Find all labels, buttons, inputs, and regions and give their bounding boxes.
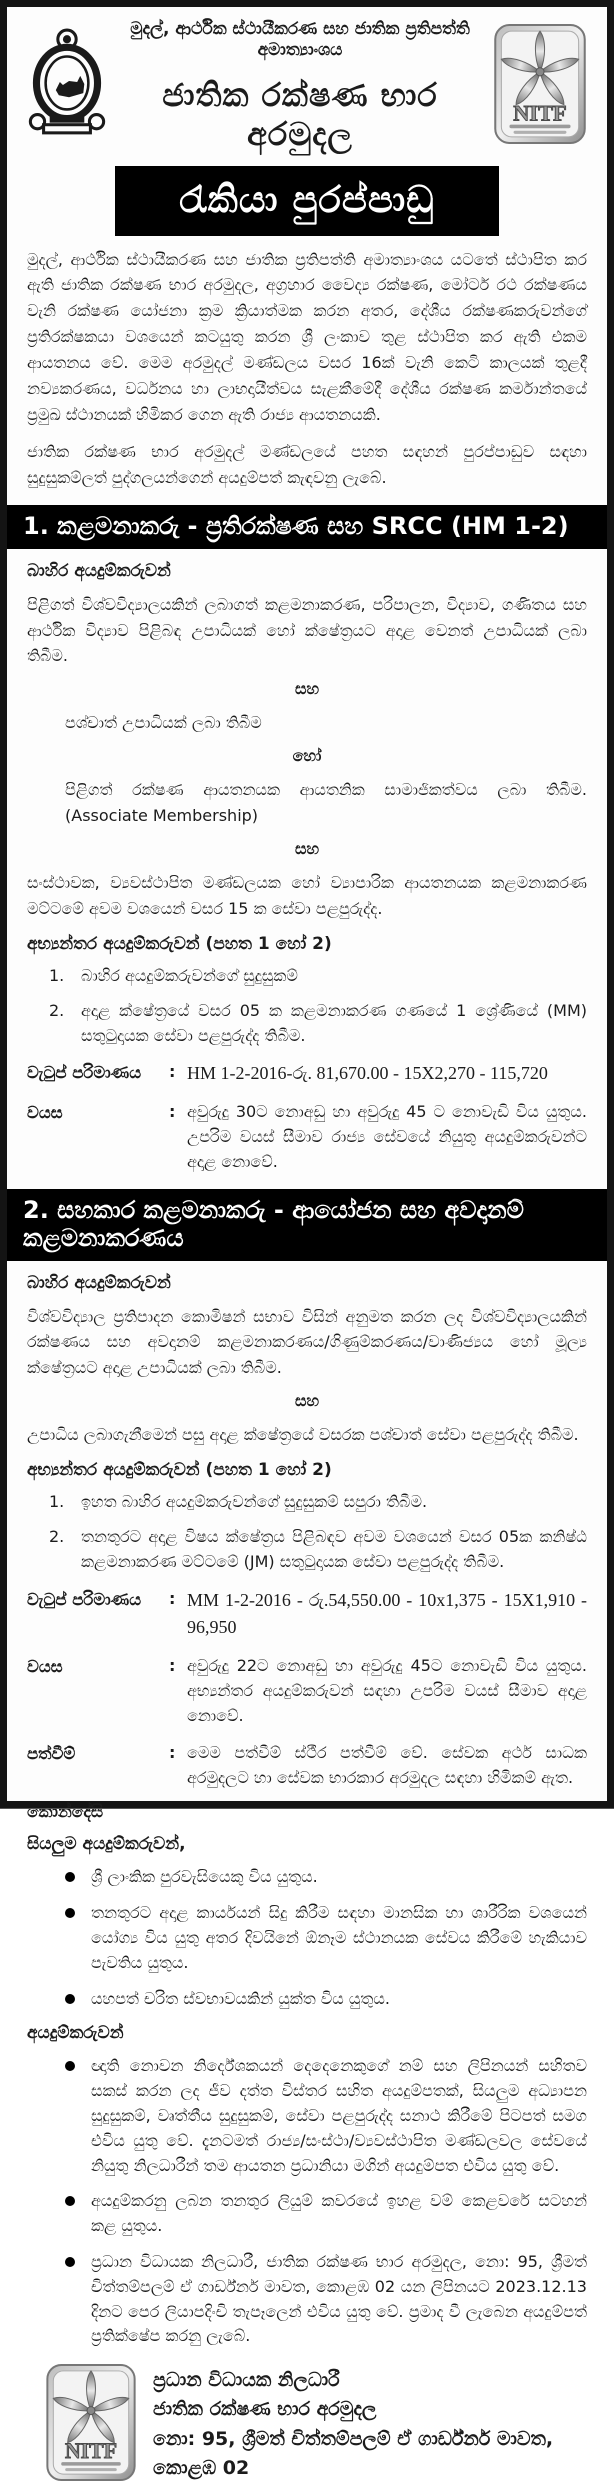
list-item: [49, 1525, 587, 1575]
vacancy1-postgrad-requirement: පශ්චාත් උපාධියක් ලබා තිබීම: [65, 713, 262, 733]
conditions-heading: කොන්දේසි: [27, 1802, 104, 1823]
list-text: තනතුරට අදාළ විෂය ක්ෂේත්‍රය පිළිබඳව අවම වශයෙන් වසර 05ක කනිෂ්ඨ කළමනාකරණ මට්ටමේ (JM) සතුටුදායක සේවා පළපුරුද්ද තිබීම.: [81, 1527, 587, 1571]
list-number: 2.: [49, 1000, 65, 1020]
vacancy1-degree-requirement: පිළිගත් විශ්වවිද්‍යාලයකින් ලබාගත් කළමනාකරණ, පරිපාලන, විද්‍යාව, ගණිතය සහ ආර්ථික විද්‍යාව පිළිබඳ උපාධියක් හෝ ක්ෂේත්‍රයට අදාළ වෙනත් උපාධියක් ලබා තිබීම.: [27, 594, 587, 666]
bullet-icon: [65, 1908, 75, 1918]
address-line: නො: 95, ශ්‍රීමත් චිත්තම්පලම් ඒ ගාර්ඩ්නර් මාවත,: [153, 2427, 554, 2450]
bullet-text: ශ්‍රී ලාංකික පුරවැසියෙකු විය යුතුය.: [91, 1867, 318, 1887]
vacancy2-degree-requirement: විශ්වවිද්‍යාල ප්‍රතිපාදන කොමිෂන් සභාව විසින් අනුමත කරන ලද විශ්වවිද්‍යාලයකින් රක්ෂණය සහ අවදානම් කළමනාකරණය/ගිණුම්කරණය/වාණිජ්‍යය හෝ මූල්‍ය ක්ෂේත්‍රයට අදාළ උපාධියක් ලබා තිබීම.: [27, 1306, 587, 1378]
applicant-bullet: [65, 2189, 587, 2239]
bullet-text: ඥාති නොවන නිර්දේශකයන් දෙදෙනෙකුගේ නම් සහ ලිපිනයන් සහිතව සකස් කරන ලද ජීව දත්ත විස්තර සහිත අයදුම්පතක්, සියලුම අධ්‍යාපන සුදුසුකම්, වෘත්තීය සුදුසුකම්, සේවා පළපුරුද්ද සනාථ කිරීමේ පිටපත් සමග එවිය යුතු වේ. දැනටමත් රාජ්‍ය/සංස්ථා/ව්‍යවස්ථාපිත මණ්ඩලවල සේවයේ නියුතු නිලධාරීන් තම ආයතන ප්‍රධානියා මගින් අයදුම්පත එවිය යුතු වේ.: [91, 2056, 587, 2175]
applicant-bullet: [65, 2250, 587, 2349]
address-line: ජාතික රක්ෂණ භාර අරමුදල: [153, 2398, 377, 2421]
list-number: 2.: [49, 1527, 65, 1546]
bullet-icon: [65, 2196, 75, 2206]
nitf-logo-icon: [493, 23, 587, 149]
bullet-text: අයදුම්කරනු ලබන තනතුර ලියුම් කවරයේ ඉහළ වම් කෙළවරේ සටහන් කළ යුතුය.: [91, 2191, 587, 2236]
applicants-heading: අයදුම්කරුවන්: [27, 2023, 124, 2044]
sri-lanka-national-emblem-icon: [27, 27, 107, 145]
header-text: [115, 19, 485, 154]
conjunction-and: සහ: [294, 679, 320, 699]
appointment-row: [27, 1741, 587, 1791]
postal-address-block: [153, 2366, 553, 2484]
bullet-icon: [65, 2061, 75, 2071]
conjunction-and: සහ: [294, 1391, 320, 1411]
bullet-text: තනතුරට අදාළ කාර්යයන් සිදු කිරීම සඳහා මානසික හා ශාරීරික වශයෙන් යෝග්‍ය විය යුතු අතර දිවයිනේ ඕනෑම ස්ථානයක සේවය කිරීමේ හැකියාව පැවතිය යුතුය.: [91, 1903, 587, 1972]
age-label: වයස: [27, 1103, 63, 1123]
colon-separator: :: [169, 1102, 176, 1122]
intro-paragraph-2: ජාතික රක්ෂණ භාර අරමුදල් මණ්ඩලයේ පහත සඳහන් පුරප්පාඩුව සඳහා සුදුසුකම්ලත් පුද්ගලයන්ගෙන් අයදුම්පත් කැඳවනු ලැබේ.: [27, 441, 587, 487]
condition-bullet: [65, 1865, 587, 1890]
list-number: 1.: [49, 965, 65, 985]
bullet-icon: [65, 1872, 75, 1882]
organization-title: ජාතික රක්ෂණ භාර අරමුදල: [162, 75, 438, 153]
salary-row: [27, 1587, 587, 1643]
age-row: [27, 1100, 587, 1174]
bullet-icon: [65, 1994, 75, 2004]
condition-bullet: [65, 1987, 587, 2012]
nitf-logo-icon: [45, 2363, 137, 2486]
vacancy2-external-heading: බාහිර අයදුම්කරුවන්: [27, 1272, 171, 1293]
salary-value: HM 1-2-2016-රු. 81,670.00 - 15X2,270 - 115,720: [187, 1063, 548, 1084]
appointment-label: පත්වීම්: [27, 1743, 76, 1763]
footer: [27, 2363, 587, 2486]
age-label: වයස: [27, 1657, 63, 1677]
vacancy1-internal-heading: අභ්‍යන්තර අයදුම්කරුවන් (පහත 1 හෝ 2): [27, 933, 332, 954]
vacancy1-title-bar: 1. කළමනාකරු - ප්‍රතිරක්ෂණ සහ SRCC (HM 1-2): [7, 505, 607, 549]
conjunction-or: හෝ: [292, 746, 322, 766]
intro-paragraph-1: මුදල්, ආර්ථික ස්ථායීකරණ සහ ජාතික ප්‍රතිපත්ති අමාත්‍යාංශය යටතේ ස්ථාපිත කර ඇති ජාතික රක්ෂණ භාර අරමුදල, අග්‍රහාර වෛද්‍ය රක්ෂණ, මෝටර් රථ රක්ෂණය වැනි රක්ෂණ යෝජනා ක්‍රම ක්‍රියාත්මක කරන අතර, දේශීය රක්ෂණකරුවන්ගේ ප්‍රතිරක්ෂකයා වශයෙන් කටයුතු කරන ශ්‍රී ලංකාව තුළ ස්ථාපිත කර ඇති එකම ආයතනය වේ. මෙම අරමුදල් මණ්ඩලය වසර 16ක් වැනි කෙටි කාලයක් තුළදී නව්‍යකරණය, වර්ධනය හා ලාභදායීත්වය සැළකීමේදී දේශීය රක්ෂණ කර්මාන්තයේ ප්‍රමුඛ ස්ථානයක් හිමිකර ගෙන ඇති රාජ්‍ය ආයතනයකි.: [27, 249, 587, 424]
address-line: කොළඹ 02: [153, 2457, 250, 2480]
list-text: බාහිර අයදුම්කරුවන්ගේ සුදුසුකම්: [81, 965, 298, 985]
list-text: ඉහත බාහිර අයදුම්කරුවන්ගේ සුදුසුකම් සපුරා තිබීම.: [81, 1492, 428, 1512]
list-text: අදාළ ක්ෂේත්‍රයේ වසර 05 ක කළමනාකරණ ගණයේ 1 ශ්‍රේණියේ (MM) සතුටුදායක සේවා පළපුරුද්ද තිබීම.: [81, 1000, 587, 1045]
address-line: ප්‍රධාන විධායක නිලධාරී: [153, 2368, 340, 2391]
bullet-text: ප්‍රධාන විධායක නිලධාරී, ජාතික රක්ෂණ භාර අරමුදල, නො: 95, ශ්‍රීමත් චිත්තම්පලම් ඒ ගාර්ඩ්නර් මාවත, කොළඹ 02 යන ලිපිනයට 2023.12.13 දිනට පෙර ලියාපදිංචි තැපෑලෙන් එවිය යුතු වේ. ප්‍රමාද වී ලැබෙන අයදුම්පත් ප්‍රතික්ෂේප කරනු ලැබේ.: [91, 2251, 587, 2346]
list-item: [49, 964, 587, 989]
salary-label: වැටුප් පරිමාණය: [27, 1063, 142, 1083]
ministry-name: මුදල්, ආර්ථික ස්ථායීකරණ සහ ජාතික ප්‍රතිපත්ති අමාත්‍යාංශය: [130, 19, 470, 61]
vacancies-banner: රැකියා පුරප්පාඩු: [115, 166, 499, 236]
list-item: [49, 1490, 587, 1515]
colon-separator: :: [169, 1588, 176, 1608]
colon-separator: :: [169, 1062, 176, 1082]
colon-separator: :: [169, 1656, 176, 1676]
bullet-text: යහපත් චරිත ස්වභාවයකින් යුක්ත විය යුතුය.: [91, 1988, 390, 2008]
header: [27, 19, 587, 154]
vacancy1-associate-requirement: පිළිගත් රක්ෂණ ආයතනයක ආයතනික සාමාජිකත්වය ලබා තිබීම. (Associate Membership): [65, 780, 587, 826]
vacancy1-experience-requirement: සංස්ථාවක, ව්‍යවස්ථාපිත මණ්ඩලයක හෝ ව්‍යාපාරික ආයතනයක කළමනාකරණ මට්ටමේ අවම වශයෙන් වසර 15 ක සේවා පළපුරුද්ද.: [27, 873, 587, 918]
all-applicants-heading: සියලුම අයදුම්කරුවන්,: [27, 1834, 186, 1855]
age-value: අවුරුදු 30ට නොඅඩු හා අවුරුදු 45 ට නොවැඩි විය යුතුය. උපරිම වයස් සීමාව රාජ්‍ය සේවයේ නියුතු අයදුම්කරුවන්ට අදාළ නොවේ.: [187, 1102, 587, 1171]
age-value: අවුරුදු 22ට නොඅඩු හා අවුරුදු 45ට නොවැඩි විය යුතුය. අභ්‍යන්තර අයදුම්කරුවන් සඳහා උපරිම වයස් සීමාව අදාළ නොවේ.: [187, 1656, 587, 1725]
vacancy2-experience-requirement: උපාධිය ලබාගැනීමෙන් පසු අදාළ ක්ෂේත්‍රයේ වසරක පශ්චාත් සේවා පළපුරුද්ද තිබීම.: [27, 1425, 579, 1445]
bullet-icon: [65, 2257, 75, 2267]
appointment-value: මෙම පත්වීම් ස්ථීර පත්වීම් වේ. සේවක අර්ථ සාධක අරමුදලට හා සේවක භාරකාර අරමුදල සඳහා හිමිකම් ඇත.: [187, 1742, 587, 1787]
salary-row: [27, 1060, 587, 1088]
salary-label: වැටුප් පරිමාණය: [27, 1589, 142, 1609]
condition-bullet: [65, 1901, 587, 1975]
salary-value: MM 1-2-2016 - රු.54,550.00 - 10x1,375 - 15X1,910 - 96,950: [187, 1589, 587, 1638]
age-row: [27, 1654, 587, 1728]
applicant-bullet: [65, 2054, 587, 2178]
vacancy2-internal-heading: අභ්‍යන්තර අයදුම්කරුවන් (පහත 1 හෝ 2): [27, 1460, 332, 1481]
vacancy2-title-bar: 2. සහකාර කළමනාකරු - ආයෝජන සහ අවදානම් කළමනාකරණය: [7, 1189, 607, 1261]
vacancy1-external-heading: බාහිර අයදුම්කරුවන්: [27, 560, 171, 581]
list-item: [49, 999, 587, 1049]
conjunction-and: සහ: [294, 839, 320, 859]
colon-separator: :: [169, 1742, 176, 1762]
list-number: 1.: [49, 1492, 65, 1512]
